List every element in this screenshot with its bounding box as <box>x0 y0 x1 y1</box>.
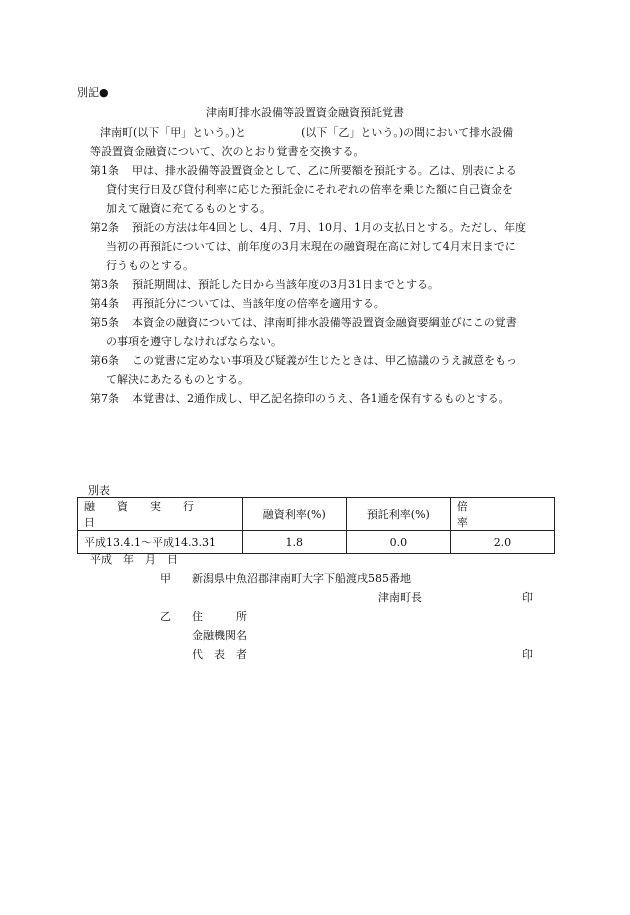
party-a-address: 新潟県中魚沼郡津南町大字下船渡戌585番地 <box>192 572 411 585</box>
article-7-line-1: 本覚書は、2通作成し、甲乙記名捺印のうえ、各1通を保有するものとする。 <box>132 392 510 405</box>
cell-multiplier: 2.0 <box>450 531 554 554</box>
table-caption: 別表 <box>88 484 110 497</box>
appendix-label: 別記● <box>77 86 109 99</box>
article-6-line-2: て解決にあたるものとする。 <box>106 373 249 386</box>
article-1-line-1: 甲は、排水設備等設置資金として、乙に所要額を預託する。乙は、別表による <box>132 164 517 177</box>
article-4-line-1: 再預託分については、当該年度の倍率を適用する。 <box>132 297 385 310</box>
header-loan-rate: 融資利率(%) <box>242 498 346 531</box>
article-5-line-2: の事項を遵守しなければならない。 <box>106 335 282 348</box>
party-a-mark: 甲 <box>160 572 171 585</box>
preamble-line-1: 津南町(以下「甲」という。)と (以下「乙」という。)の間において排水設備 <box>100 126 514 139</box>
article-7-number: 第7条 <box>90 392 119 405</box>
party-a-seal: 印 <box>522 591 533 604</box>
party-a-title: 津南町長 <box>378 591 422 604</box>
article-2-number: 第2条 <box>90 221 119 234</box>
article-1-number: 第1条 <box>90 164 119 177</box>
article-2-line-3: 行うものとする。 <box>106 259 194 272</box>
article-6-line-1: この覚書に定めない事項及び疑義が生じたときは、甲乙協議のうえ誠意をもっ <box>132 354 517 367</box>
party-b-seal: 印 <box>522 648 533 661</box>
cell-loan-rate: 1.8 <box>242 531 346 554</box>
article-5-line-1: 本資金の融資については、津南町排水設備等設置資金融資要綱並びにこの覚書 <box>132 316 517 329</box>
article-3-line-1: 預託期間は、預託した日から当該年度の3月31日までとする。 <box>132 278 439 291</box>
date-line: 平成 年 月 日 <box>90 553 178 566</box>
header-deposit-rate: 預託利率(%) <box>346 498 450 531</box>
article-2-line-1: 預託の方法は年4回とし、4月、7月、10月、1月の支払日とする。ただし、年度 <box>132 221 526 234</box>
rate-table <box>77 497 555 554</box>
article-5-number: 第5条 <box>90 316 119 329</box>
article-1-line-3: 加えて融資に充てるものとする。 <box>106 202 271 215</box>
article-2-line-2: 当初の再預託については、前年度の3月末現在の融資現在高に対して4月末日までに <box>106 240 516 253</box>
table-header-row <box>78 498 555 531</box>
party-b-bank-label: 金融機関名 <box>192 629 247 642</box>
header-execution-date <box>84 498 236 530</box>
preamble-line-2: 等設置資金融資について、次のとおり覚書を交換する。 <box>90 145 365 158</box>
header-cell-execution-date <box>78 498 243 531</box>
party-b-address-label: 住 所 <box>192 610 247 623</box>
article-4-number: 第4条 <box>90 297 119 310</box>
cell-execution-period: 平成13.4.1〜平成14.3.31 <box>78 531 243 554</box>
document-title: 津南町排水設備等設置資金融資預託覚書 <box>206 106 404 119</box>
article-1-line-2: 貸付実行日及び貸付利率に応じた預託金にそれぞれの倍率を乗じた額に自己資金を <box>106 183 513 196</box>
header-multiplier: 倍率 <box>450 498 554 531</box>
cell-deposit-rate: 0.0 <box>346 531 450 554</box>
article-6-number: 第6条 <box>90 354 119 367</box>
header-execution-date-text: 融資実行日 <box>84 500 216 529</box>
article-3-number: 第3条 <box>90 278 119 291</box>
party-b-mark: 乙 <box>160 610 171 623</box>
party-b-rep-label: 代 表 者 <box>192 648 247 661</box>
